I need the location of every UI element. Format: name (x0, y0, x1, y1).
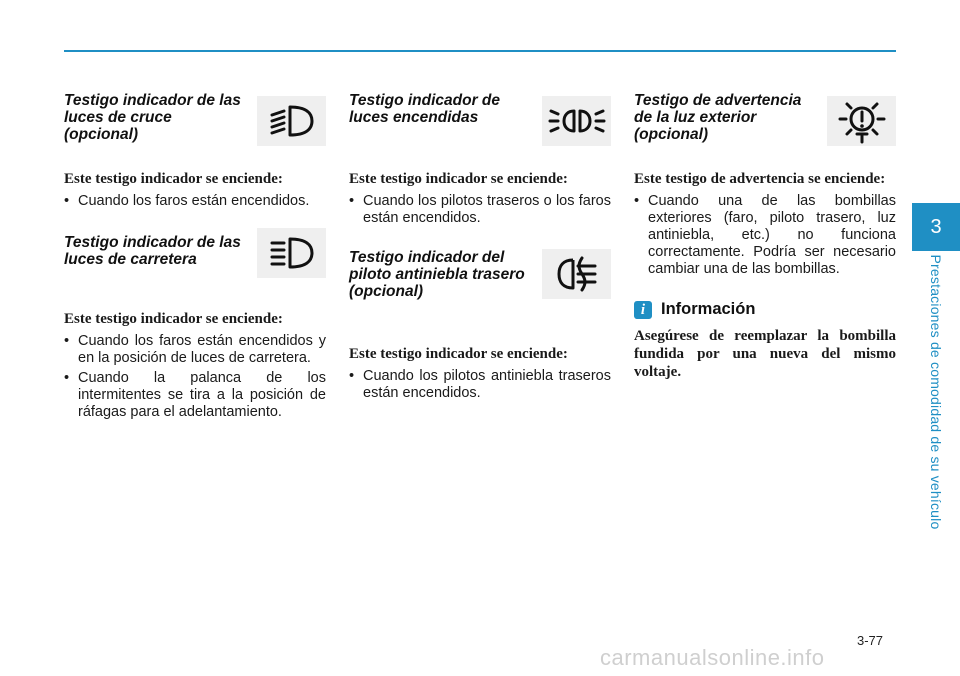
low-beam-block (64, 92, 326, 170)
position-lights-bullets (349, 193, 611, 227)
high-beam-icon (266, 233, 318, 273)
position-lights-title: Testigo indicador de luces encendidas (349, 92, 500, 126)
position-lights-block (349, 92, 611, 170)
list-item: • Cuando los faros están encendidos y en la posición de luces de carretera. (64, 333, 326, 367)
section-label: Prestaciones de comodidad de su vehículo (928, 254, 944, 530)
position-lights-lead: Este testigo indicador se enciende: (349, 171, 568, 187)
exterior-light-lead: Este testigo de advertencia se enciende: (634, 171, 886, 187)
low-beam-bullets (64, 193, 326, 210)
low-beam-lead: Este testigo indicador se enciende: (64, 171, 283, 187)
section-number-tab: 3 (912, 203, 960, 251)
high-beam-lead: Este testigo indicador se enciende: (64, 311, 283, 327)
exterior-light-icon-box (827, 96, 896, 146)
list-item: • Cuando los pilotos traseros o los faros están encendidos. (349, 193, 611, 227)
list-item: • Cuando una de las bombillas exteriores (faro, piloto trasero, luz antiniebla, etc.) no funciona correctamente. Podría ser necesario cambiar una de las bombillas. (634, 193, 896, 278)
list-item: • Cuando los faros están encendidos. (64, 193, 326, 210)
low-beam-icon (266, 101, 318, 141)
column-3 (634, 92, 896, 381)
exterior-light-warning-icon (836, 98, 888, 144)
high-beam-bullets (64, 333, 326, 421)
exterior-light-block (634, 92, 896, 170)
position-lights-icon-box (542, 96, 611, 146)
exterior-light-bullets (634, 193, 896, 278)
rear-fog-block (349, 249, 611, 345)
high-beam-title: Testigo indicador de las luces de carretera (64, 234, 241, 268)
info-text: Asegúrese de reemplazar la bombilla fundida por una nueva del mismo voltaje. (634, 328, 896, 380)
rear-fog-lead: Este testigo indicador se enciende: (349, 346, 568, 362)
exterior-light-title: Testigo de advertencia de la luz exterior (opcional) (634, 92, 802, 143)
column-1 (64, 92, 326, 424)
high-beam-block (64, 234, 326, 310)
rear-fog-bullets (349, 368, 611, 402)
list-item: • Cuando los pilotos antiniebla traseros están encendidos. (349, 368, 611, 402)
position-lights-icon (547, 101, 607, 141)
low-beam-title: Testigo indicador de las luces de cruce (opcional) (64, 92, 241, 143)
column-2 (349, 92, 611, 405)
rear-fog-icon (551, 254, 603, 294)
watermark: carmanualsonline.info (600, 645, 825, 670)
info-icon: i (634, 301, 652, 319)
info-title: Información (661, 300, 756, 318)
rear-fog-icon-box (542, 249, 611, 299)
header-rule (64, 50, 896, 52)
list-item: • Cuando la palanca de los intermitentes se tira a la posición de ráfagas para el adelantamiento. (64, 370, 326, 421)
high-beam-icon-box (257, 228, 326, 278)
info-header (634, 300, 896, 319)
rear-fog-title: Testigo indicador del piloto antiniebla trasero (opcional) (349, 249, 525, 300)
low-beam-icon-box (257, 96, 326, 146)
page-number: 3-77 (857, 633, 884, 648)
